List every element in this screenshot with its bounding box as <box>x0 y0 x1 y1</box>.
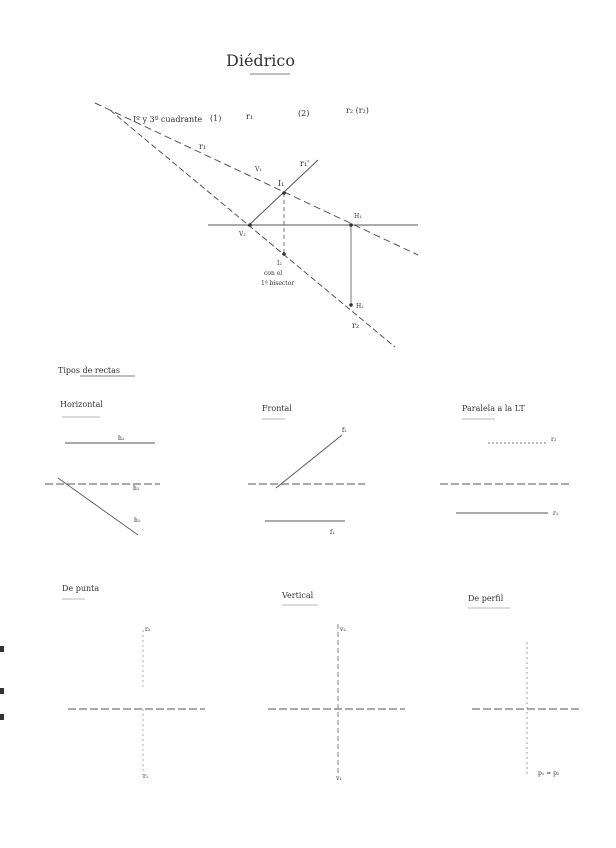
line-type-name: Horizontal <box>60 400 103 409</box>
svg-text:r₂: r₂ <box>145 626 151 633</box>
svg-text:v₁: v₁ <box>336 775 342 782</box>
edge-mark <box>0 688 4 694</box>
bisector-label: Iº y 3º cuadrante <box>133 115 203 124</box>
svg-text:r₂: r₂ <box>551 436 557 443</box>
line-type-parallel-lt <box>440 404 570 517</box>
formula-3: (2) <box>298 109 310 118</box>
page-title: Diédrico <box>226 51 296 70</box>
line-type-de-punta <box>62 584 205 780</box>
svg-text:h₂: h₂ <box>118 435 125 442</box>
label-h2: H₂ <box>356 303 364 310</box>
svg-text:h₁: h₁ <box>134 517 141 524</box>
label-v1: V₁ <box>255 166 262 173</box>
svg-text:f₁: f₁ <box>330 529 335 536</box>
line-type-name: De perfil <box>468 594 504 603</box>
formula-4: r₂ (r₂) <box>346 106 369 115</box>
label-i1: I₁ <box>278 179 285 188</box>
note-line-3: 1º bisector <box>261 280 295 287</box>
svg-text:p₁ = p₂: p₁ = p₂ <box>538 770 560 777</box>
main-diagram <box>95 103 418 347</box>
line-r2 <box>110 110 395 347</box>
svg-text:r₁: r₁ <box>143 773 149 780</box>
label-h1: H₁ <box>354 213 362 220</box>
edge-mark <box>0 714 4 720</box>
label-v2: V₂ <box>239 231 246 238</box>
point-i2 <box>282 252 286 256</box>
label-r1-prime: r₁' <box>300 159 310 168</box>
line-type-horizontal <box>45 400 160 535</box>
formula-1: (1) <box>210 114 222 123</box>
label-r2: r₂ <box>352 321 360 330</box>
svg-text:h₁: h₁ <box>133 485 140 492</box>
label-r1: r₁ <box>199 142 207 151</box>
line-type-name: Vertical <box>282 591 314 600</box>
point-h1 <box>349 223 353 227</box>
edge-mark <box>0 646 4 652</box>
point-h2 <box>349 303 353 307</box>
line-type-de-perfil <box>468 594 580 777</box>
point-v2 <box>248 223 252 227</box>
point-i1 <box>282 191 286 195</box>
note-line-2: con el <box>264 270 283 277</box>
svg-text:r₁: r₁ <box>553 510 559 517</box>
svg-text:v₂: v₂ <box>340 626 346 633</box>
line-type-frontal <box>248 404 365 536</box>
line-type-vertical <box>268 591 405 782</box>
formula-2: r₁ <box>246 112 254 121</box>
line-type-name: Frontal <box>262 404 292 413</box>
section-heading: Tipos de rectas <box>58 366 121 375</box>
line-type-name: De punta <box>62 584 100 593</box>
note-line-1: I₂ <box>277 260 282 267</box>
svg-text:f₂: f₂ <box>342 427 347 434</box>
line-type-name: Paralela a la LT <box>462 404 525 413</box>
